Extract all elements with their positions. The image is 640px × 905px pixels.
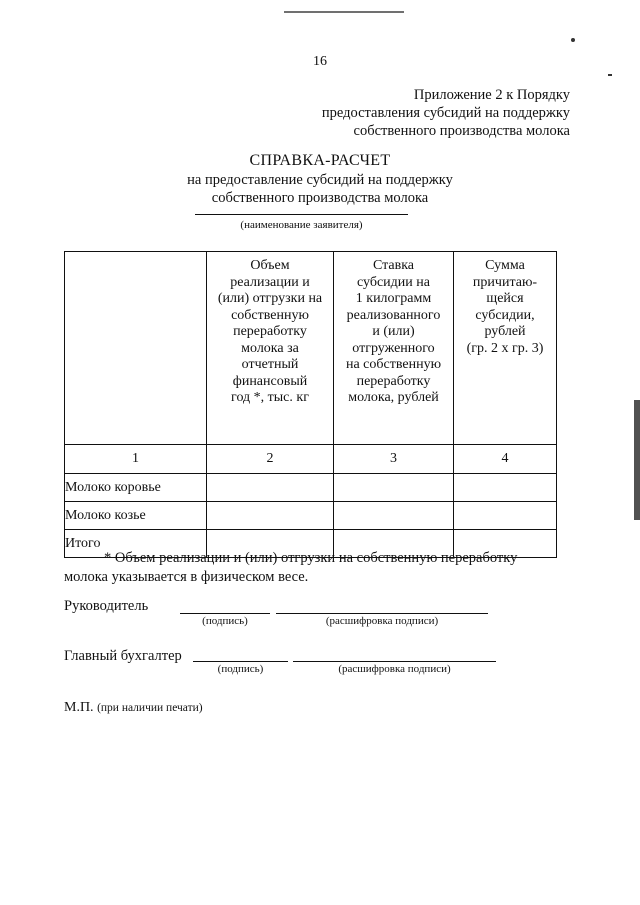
column-number: 2 [207, 445, 334, 474]
header-line: Объем [250, 258, 290, 273]
director-decoding-line [276, 613, 488, 614]
accountant-decoding-line [293, 661, 496, 662]
header-line: отчетный [241, 357, 299, 372]
page-number: 16 [313, 54, 327, 69]
header-line: переработку [233, 324, 307, 339]
subtitle-line: собственного производства молока [211, 190, 429, 206]
header-line: (гр. 2 х гр. 3) [466, 340, 544, 356]
director-label: Руководитель [64, 598, 149, 614]
header-line: щейся [486, 291, 524, 306]
header-line: субсидии на [357, 274, 430, 290]
table-cell-empty [207, 502, 334, 530]
appendix-line: предоставления субсидий на поддержку [321, 105, 570, 121]
header-line: переработку [356, 373, 431, 389]
column-number-row [65, 445, 557, 474]
applicant-name-caption: (наименование заявителя) [240, 219, 363, 231]
document-title: СПРАВКА-РАСЧЕТ [249, 152, 391, 169]
accountant-decoding-caption: (расшифровка подписи) [338, 663, 451, 675]
appendix-reference [322, 86, 570, 140]
row-label-cow-milk: Молоко коровье [65, 474, 207, 502]
header-line: реализованного [346, 307, 441, 323]
director-decoding-caption: (расшифровка подписи) [325, 615, 439, 627]
appendix-line: собственного производства молока [353, 123, 570, 139]
table-cell-empty [454, 474, 557, 502]
scan-artifact-dot [571, 38, 575, 42]
header-line: субсидии, [475, 307, 535, 323]
column-number: 3 [334, 445, 454, 474]
header-line: (или) отгрузки на [217, 291, 323, 306]
header-line: финансовый [232, 373, 308, 389]
table-cell-empty [454, 502, 557, 530]
table-cell-empty [334, 502, 454, 530]
header-line: причитаю- [472, 274, 538, 290]
header-line: Ставка [372, 258, 415, 273]
header-line: отгруженного [352, 340, 435, 356]
header-line: на собственную [345, 357, 442, 372]
chief-accountant-label: Главный бухгалтер [64, 648, 182, 664]
scan-artifact-edge [634, 400, 640, 520]
table-row [65, 474, 557, 502]
table-cell-empty [334, 474, 454, 502]
scan-artifact-dot [608, 74, 612, 76]
header-line: Сумма [485, 258, 525, 273]
column-number: 1 [65, 445, 207, 474]
column-number: 4 [454, 445, 557, 474]
appendix-line: Приложение 2 к Порядку [413, 87, 570, 103]
header-line: год *, тыс. кг [231, 390, 309, 405]
applicant-name-line [195, 214, 408, 215]
header-line: рублей [484, 324, 526, 339]
subtitle-line: на предоставление субсидий на поддержку [187, 172, 453, 188]
row-label-total: Итого [65, 530, 207, 558]
header-line: 1 килограмм [355, 291, 432, 306]
stamp-place [64, 700, 203, 716]
header-cell-rate [334, 252, 454, 445]
table-header-row [65, 252, 557, 445]
header-line: молока за [241, 340, 299, 356]
footnote-line: * Объем реализации и (или) отгрузки на собственную переработку [104, 550, 518, 566]
header-cell-amount [454, 252, 557, 445]
stamp-note: (при наличии печати) [97, 702, 203, 714]
header-line: молока, рублей [348, 390, 439, 405]
table-row [65, 502, 557, 530]
header-cell-volume [207, 252, 334, 445]
director-signature-line [180, 613, 270, 614]
director-signature-caption: (подпись) [202, 615, 248, 627]
accountant-signature-line [193, 661, 288, 662]
header-line: и (или) [372, 324, 415, 339]
subsidy-calculation-table [64, 251, 557, 558]
header-line: собственную [231, 307, 309, 323]
header-cell-empty [65, 252, 207, 445]
header-line: реализации и [230, 274, 310, 290]
stamp-label: М.П. [64, 700, 94, 715]
footnote [64, 549, 564, 587]
row-label-goat-milk: Молоко козье [65, 502, 207, 530]
scan-artifact-top [284, 11, 404, 13]
footnote-line: молока указывается в физическом весе. [64, 569, 309, 585]
accountant-signature-caption: (подпись) [217, 663, 264, 675]
table-cell-empty [207, 474, 334, 502]
document-subtitle [0, 171, 640, 207]
